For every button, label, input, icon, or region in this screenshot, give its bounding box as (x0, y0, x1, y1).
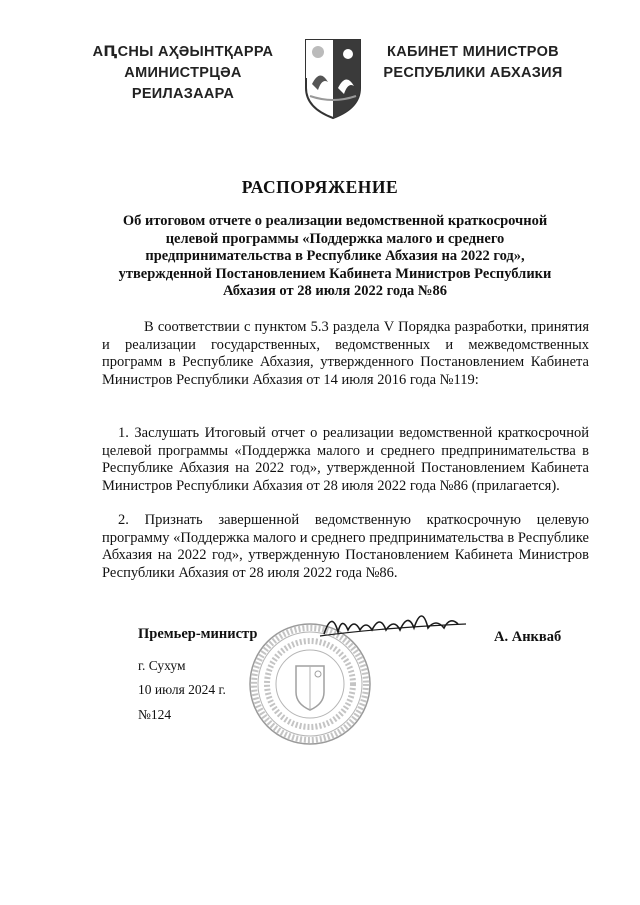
handwritten-signature-icon (318, 606, 468, 646)
header-russian-line2: РЕСПУБЛИКИ АБХАЗИЯ (383, 65, 563, 81)
order-item-1-number: 1. (118, 425, 129, 441)
document-subject: Об итоговом отчете о реализации ведомственной краткосрочной целевой программы «Поддержка малого и среднего предпринимательства в Республике Абхазия на 2022 год», утвержденной Постановлением Кабинета Министров Республики Абхазия от 28 июля 2022 года №86 (118, 213, 552, 299)
order-item-1-text: Заслушать Итоговый отчет о реализации ведомственной краткосрочной целевой программы «Поддержка малого и среднего предпринимательства в Республике Абхазия на 2022 год», утвержденной Постановлением Кабинета Министров Республики Абхазия от 28 июля 2022 года №86 (прилагается). (102, 425, 589, 494)
order-item-2 (102, 512, 589, 582)
order-item-2-number: 2. (118, 512, 129, 528)
document-place: г. Сухум (138, 658, 186, 673)
header-abkhaz-title (78, 42, 288, 105)
abkhazia-emblem-icon (302, 38, 364, 120)
document-type: РАСПОРЯЖЕНИЕ (241, 177, 399, 197)
document-number: №124 (138, 707, 172, 722)
header-russian-line1: КАБИНЕТ МИНИСТРОВ (387, 44, 559, 60)
order-item-2-text: Признать завершенной ведомственную краткосрочную целевую программу «Поддержка малого и среднего предпринимательства в Республике Абхазия на 2022 год», утвержденную Постановлением Кабинета Министров Республики Абхазия от 28 июля 2022 года №86. (102, 512, 590, 581)
header-abkhaz-line2: АМИНИСТРЦӘА РЕИЛАЗААРА (124, 65, 242, 102)
header-abkhaz-line1: АԤСНЫ АҲӘЫНТҚАРРА (92, 44, 274, 60)
order-item-1 (102, 425, 589, 495)
signer-title: Премьер-министр (138, 626, 258, 642)
document-date: 10 июля 2024 г. (138, 682, 226, 697)
signer-name: А. Анкваб (494, 629, 562, 645)
header-russian-title (373, 42, 573, 84)
preamble-paragraph: В соответствии с пунктом 5.3 раздела V Порядка разработки, принятия и реализации государственных, ведомственных и межведомственных программ в Республике Абхазия, утвержденного Постановлением Кабинета Министров Республики Абхазия от 14 июля 2016 года №119: (102, 319, 589, 388)
